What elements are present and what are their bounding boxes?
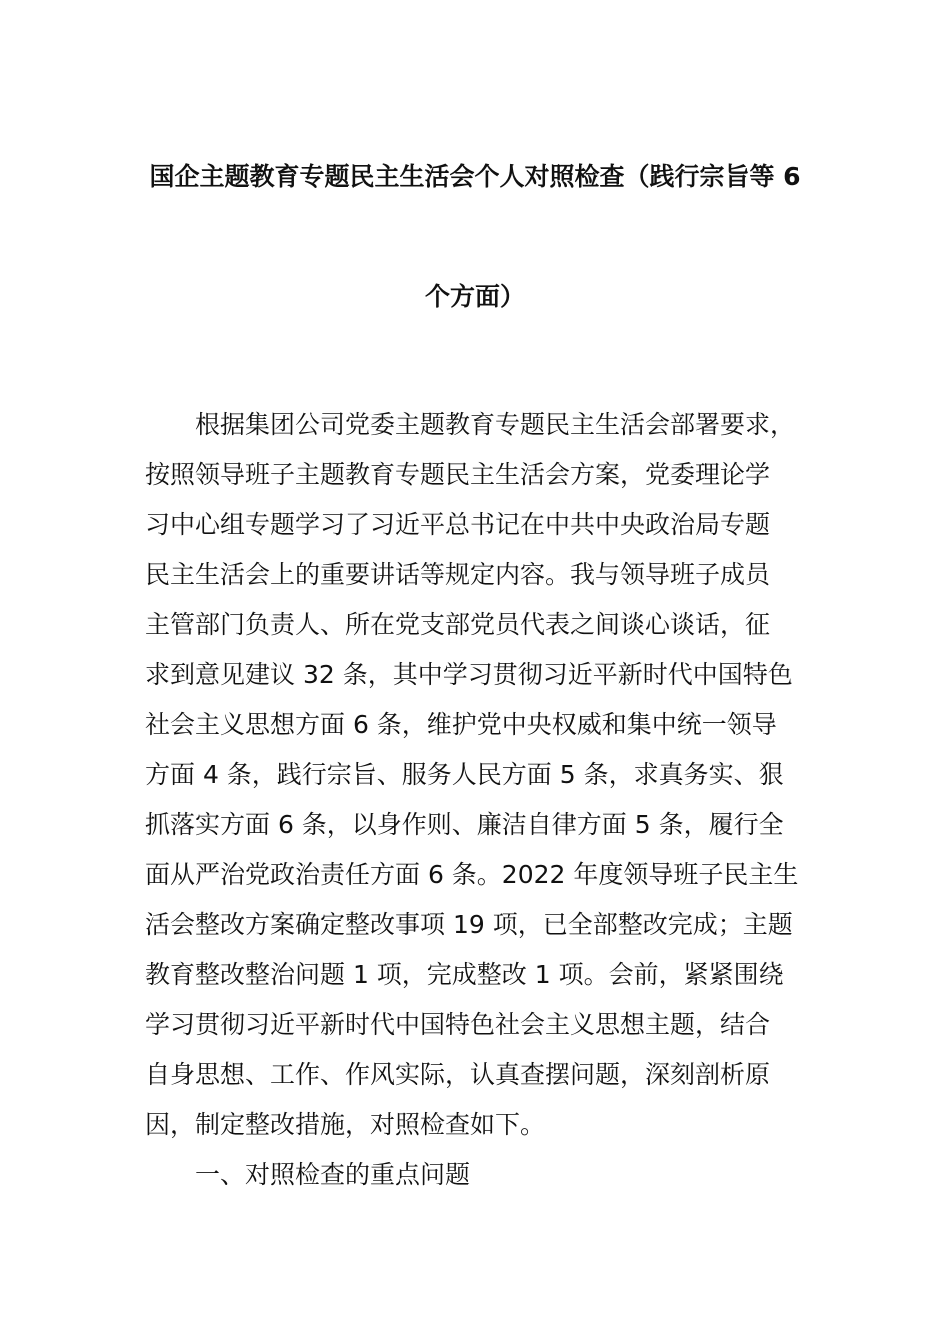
paragraph-line: 社会主义思想方面 6 条，维护党中央权威和集中统一领导 (145, 710, 777, 739)
paragraph-line: 教育整改整治问题 1 项，完成整改 1 项。会前，紧紧围绕 (145, 960, 784, 989)
section-heading: 一、对照检查的重点问题 (195, 1160, 471, 1189)
paragraph-line: 学习贯彻习近平新时代中国特色社会主义思想主题，结合 (145, 1010, 771, 1039)
document-body (145, 400, 835, 1200)
paragraph-line: 民主生活会上的重要讲话等规定内容。我与领导班子成员 (145, 560, 771, 589)
paragraph-line: 面从严治党政治责任方面 6 条。2022 年度领导班子民主生 (145, 860, 799, 889)
document-title-line-1: 国企主题教育专题民主生活会个人对照检查（践行宗旨等 6 (149, 162, 801, 191)
paragraph-line: 抓落实方面 6 条，以身作则、廉洁自律方面 5 条，履行全 (145, 810, 784, 839)
paragraph-line: 根据集团公司党委主题教育专题民主生活会部署要求， (195, 410, 796, 439)
paragraph-line: 求到意见建议 32 条，其中学习贯彻习近平新时代中国特色 (145, 660, 793, 689)
paragraph-line: 习中心组专题学习了习近平总书记在中共中央政治局专题 (145, 510, 771, 539)
paragraph-line: 主管部门负责人、所在党支部党员代表之间谈心谈话，征 (145, 610, 771, 639)
paragraph-line: 按照领导班子主题教育专题民主生活会方案，党委理论学 (145, 460, 771, 489)
paragraph-line: 因，制定整改措施，对照检查如下。 (145, 1110, 546, 1139)
paragraph-line: 方面 4 条，践行宗旨、服务人民方面 5 条，求真务实、狠 (145, 760, 784, 789)
document-title-line-2: 个方面） (424, 282, 525, 311)
paragraph-line: 自身思想、工作、作风实际，认真查摆问题，深刻剖析原 (145, 1060, 771, 1089)
paragraph-line: 活会整改方案确定整改事项 19 项，已全部整改完成；主题 (145, 910, 793, 939)
